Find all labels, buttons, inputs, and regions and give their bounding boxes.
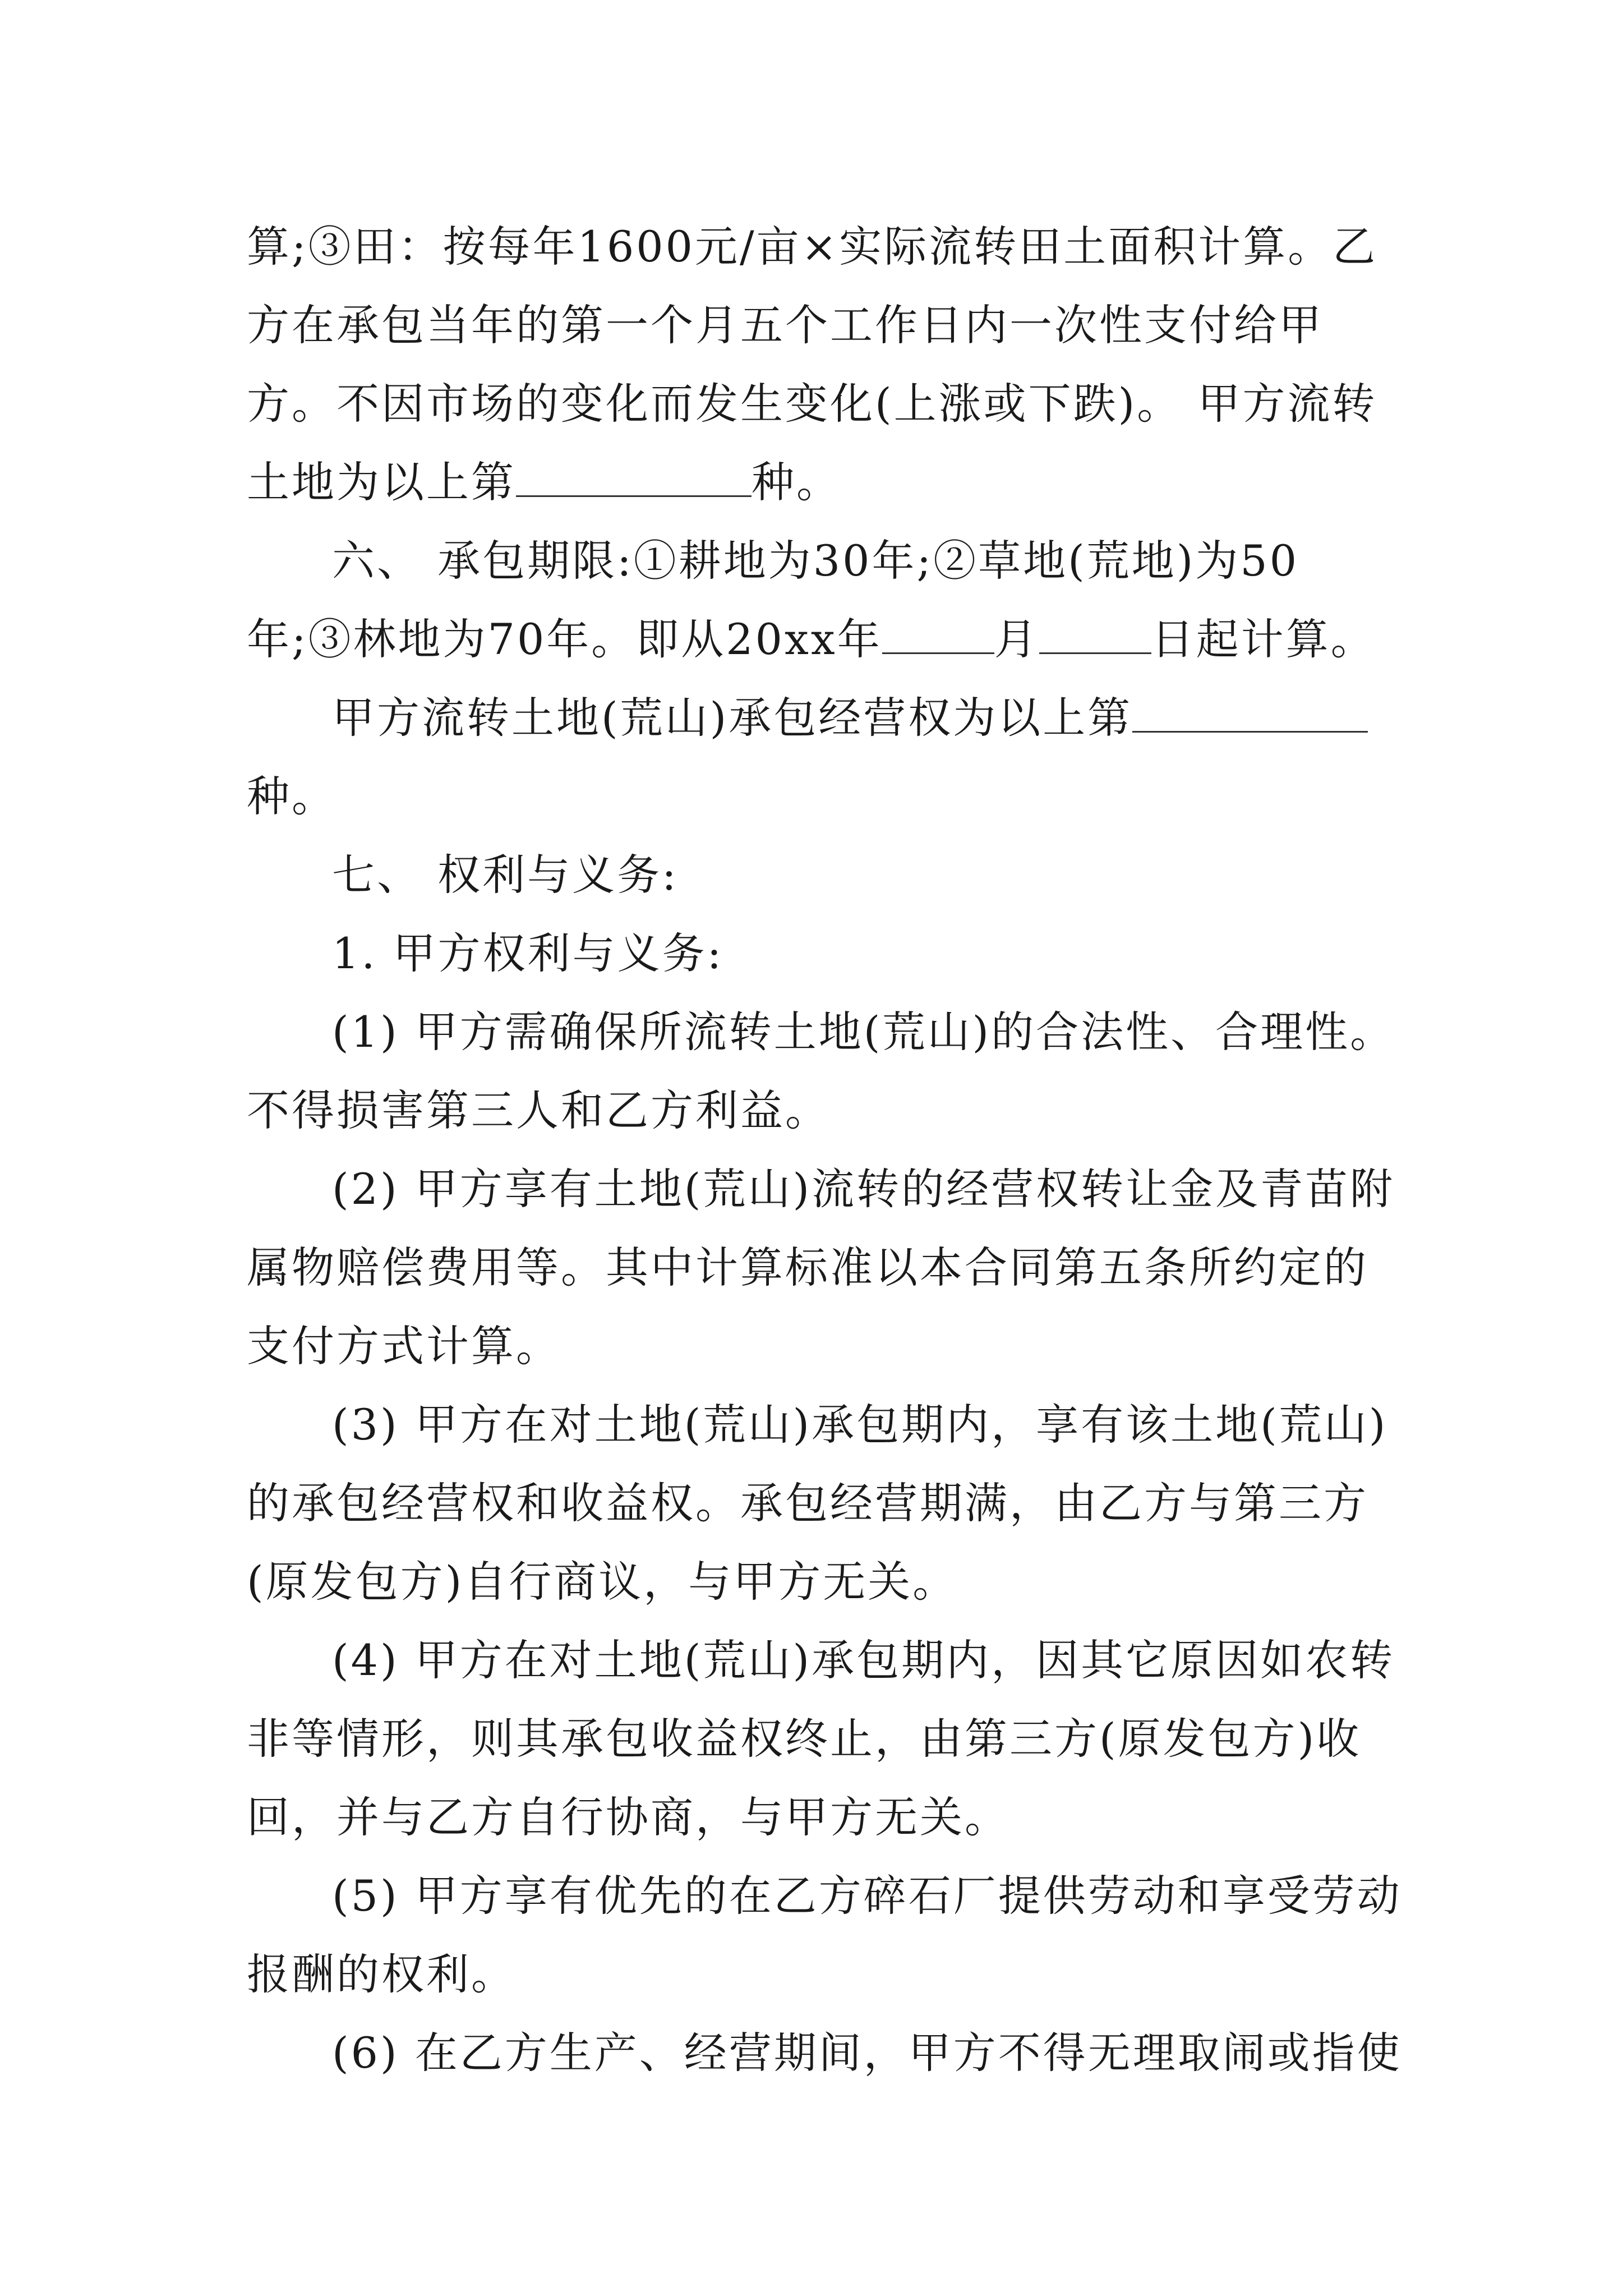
- paragraph-text-suffix: 种。: [247, 771, 336, 821]
- fill-in-blank: [516, 456, 751, 497]
- list-item-1: (1) 甲方需确保所流转土地(荒山)的合法性、合理性。不得损害第三人和乙方利益。: [247, 1007, 1395, 1135]
- paragraph-text-suffix: 种。: [751, 457, 841, 507]
- list-item-3: (3) 甲方在对土地(荒山)承包期内，享有该土地(荒山)的承包经营权和收益权。承包经营期满，由乙方与第三方(原发包方)自行商议，与甲方无关。: [247, 1400, 1388, 1607]
- list-item-5: (5) 甲方享有优先的在乙方碎石厂提供劳动和享受劳动报酬的权利。: [247, 1871, 1402, 1999]
- list-item-4: (4) 甲方在对土地(荒山)承包期内，因其它原因如农转非等情形，则其承包收益权终止，由第三方(原发包方)收回，并与乙方自行协商，与甲方无关。: [247, 1635, 1395, 1842]
- paragraph-payment-continuation: [247, 208, 1402, 522]
- paragraph-text: 甲方流转土地(荒山)承包经营权为以上第: [332, 693, 1133, 743]
- list-item-2: (2) 甲方享有土地(荒山)流转的经营权转让金及青苗附属物赔偿费用等。其中计算标准以本合同第五条所约定的支付方式计算。: [247, 1164, 1395, 1371]
- paragraph-right-choice: [247, 679, 1402, 836]
- fill-in-blank-day: [1039, 613, 1151, 654]
- section-heading-rights-obligations: 七、 权利与义务:: [332, 850, 679, 900]
- fill-in-blank: [1132, 692, 1368, 733]
- paragraph-text-month: 月: [994, 614, 1039, 664]
- document-body: [247, 208, 1402, 2092]
- subsection-heading-party-a: 1. 甲方权利与义务:: [332, 928, 724, 978]
- paragraph-text-day: 日起计算。: [1151, 614, 1376, 664]
- fill-in-blank-month: [882, 613, 994, 654]
- paragraph-text: 六、 承包期限:①耕地为30年;②草地(荒地)为50年;③林地为70年。即从20xx年: [247, 536, 1299, 664]
- list-item-6: (6) 在乙方生产、经营期间，甲方不得无理取闹或指使: [332, 2028, 1402, 2078]
- paragraph-text: 算;③田：按每年1600元/亩×实际流转田土面积计算。乙方在承包当年的第一个月五个工作日内一次性支付给甲方。不因市场的变化而发生变化(上涨或下跌)。 甲方流转土地为以上第: [247, 222, 1378, 507]
- paragraph-contract-term: [247, 522, 1402, 679]
